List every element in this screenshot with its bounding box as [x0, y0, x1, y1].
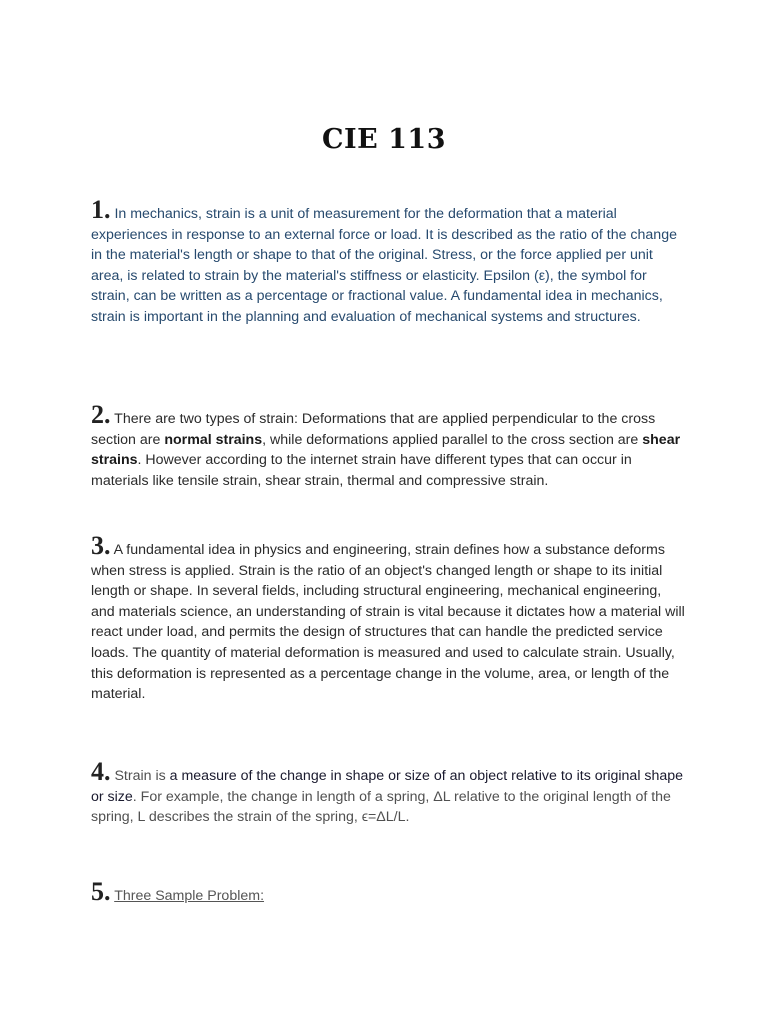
- section-heading: Three Sample Problem:: [114, 888, 265, 904]
- paragraph-text: , while deformations applied parallel to the cross section are: [262, 431, 643, 448]
- paragraph-5: [91, 877, 687, 907]
- paragraph-text: In mechanics, strain is a unit of measurement for the deformation that a material experiences in response to an external force or load. It is described as the ratio of the change in the material's length or shape to that of the original. Stress, or the force applied per unit area, is related to strain by the material's stiffness or elasticity. Epsilon (ε), the symbol for strain, can be written as a percentage or fractional value. A fundamental idea in mechanics, strain is important in the planning and evaluation of mechanical systems and structures.: [91, 206, 677, 325]
- item-number: 5.: [91, 877, 111, 906]
- paragraph-3: [91, 531, 687, 705]
- bold-term: normal strains: [164, 431, 263, 448]
- paragraph-2: [91, 400, 687, 491]
- paragraph-text: There are two types of strain: Deformations that are applied perpendicular to the cross section are: [91, 411, 656, 448]
- paragraph-4: [91, 757, 687, 828]
- item-number: 1.: [91, 195, 111, 224]
- paragraph-1: [91, 195, 687, 328]
- item-number: 2.: [91, 400, 111, 429]
- paragraph-text: . However according to the internet strain have different types that can occur in materials like tensile strain, shear strain, thermal and compressive strain.: [91, 452, 632, 489]
- page-title: CIE 113: [322, 124, 446, 155]
- paragraph-text: Strain is: [110, 768, 170, 784]
- paragraph-text: A fundamental idea in physics and engineering, strain defines how a substance deforms when stress is applied. Strain is the ratio of an object's changed length or shape to its initial length or shape. In several fields, including structural engineering, mechanical engineering, and materials science, an understanding of strain is vital because it dictates how a material will react under load, and permits the design of structures that can handle the predicted service loads. The quantity of material deformation is measured and used to calculate strain. Usually, this deformation is represented as a percentage change in the volume, area, or length of the material.: [91, 542, 685, 703]
- item-number: 4.: [91, 757, 111, 786]
- bold-term: shear strains: [91, 431, 681, 469]
- item-number: 3.: [91, 531, 111, 560]
- definition-text: a measure of the change in shape or size of an object relative to its original shape or size: [91, 768, 684, 805]
- paragraph-text: . For example, the change in length of a spring, ΔL relative to the original length of the spring, L describes the strain of the spring, ϵ=ΔL/L.: [91, 788, 671, 826]
